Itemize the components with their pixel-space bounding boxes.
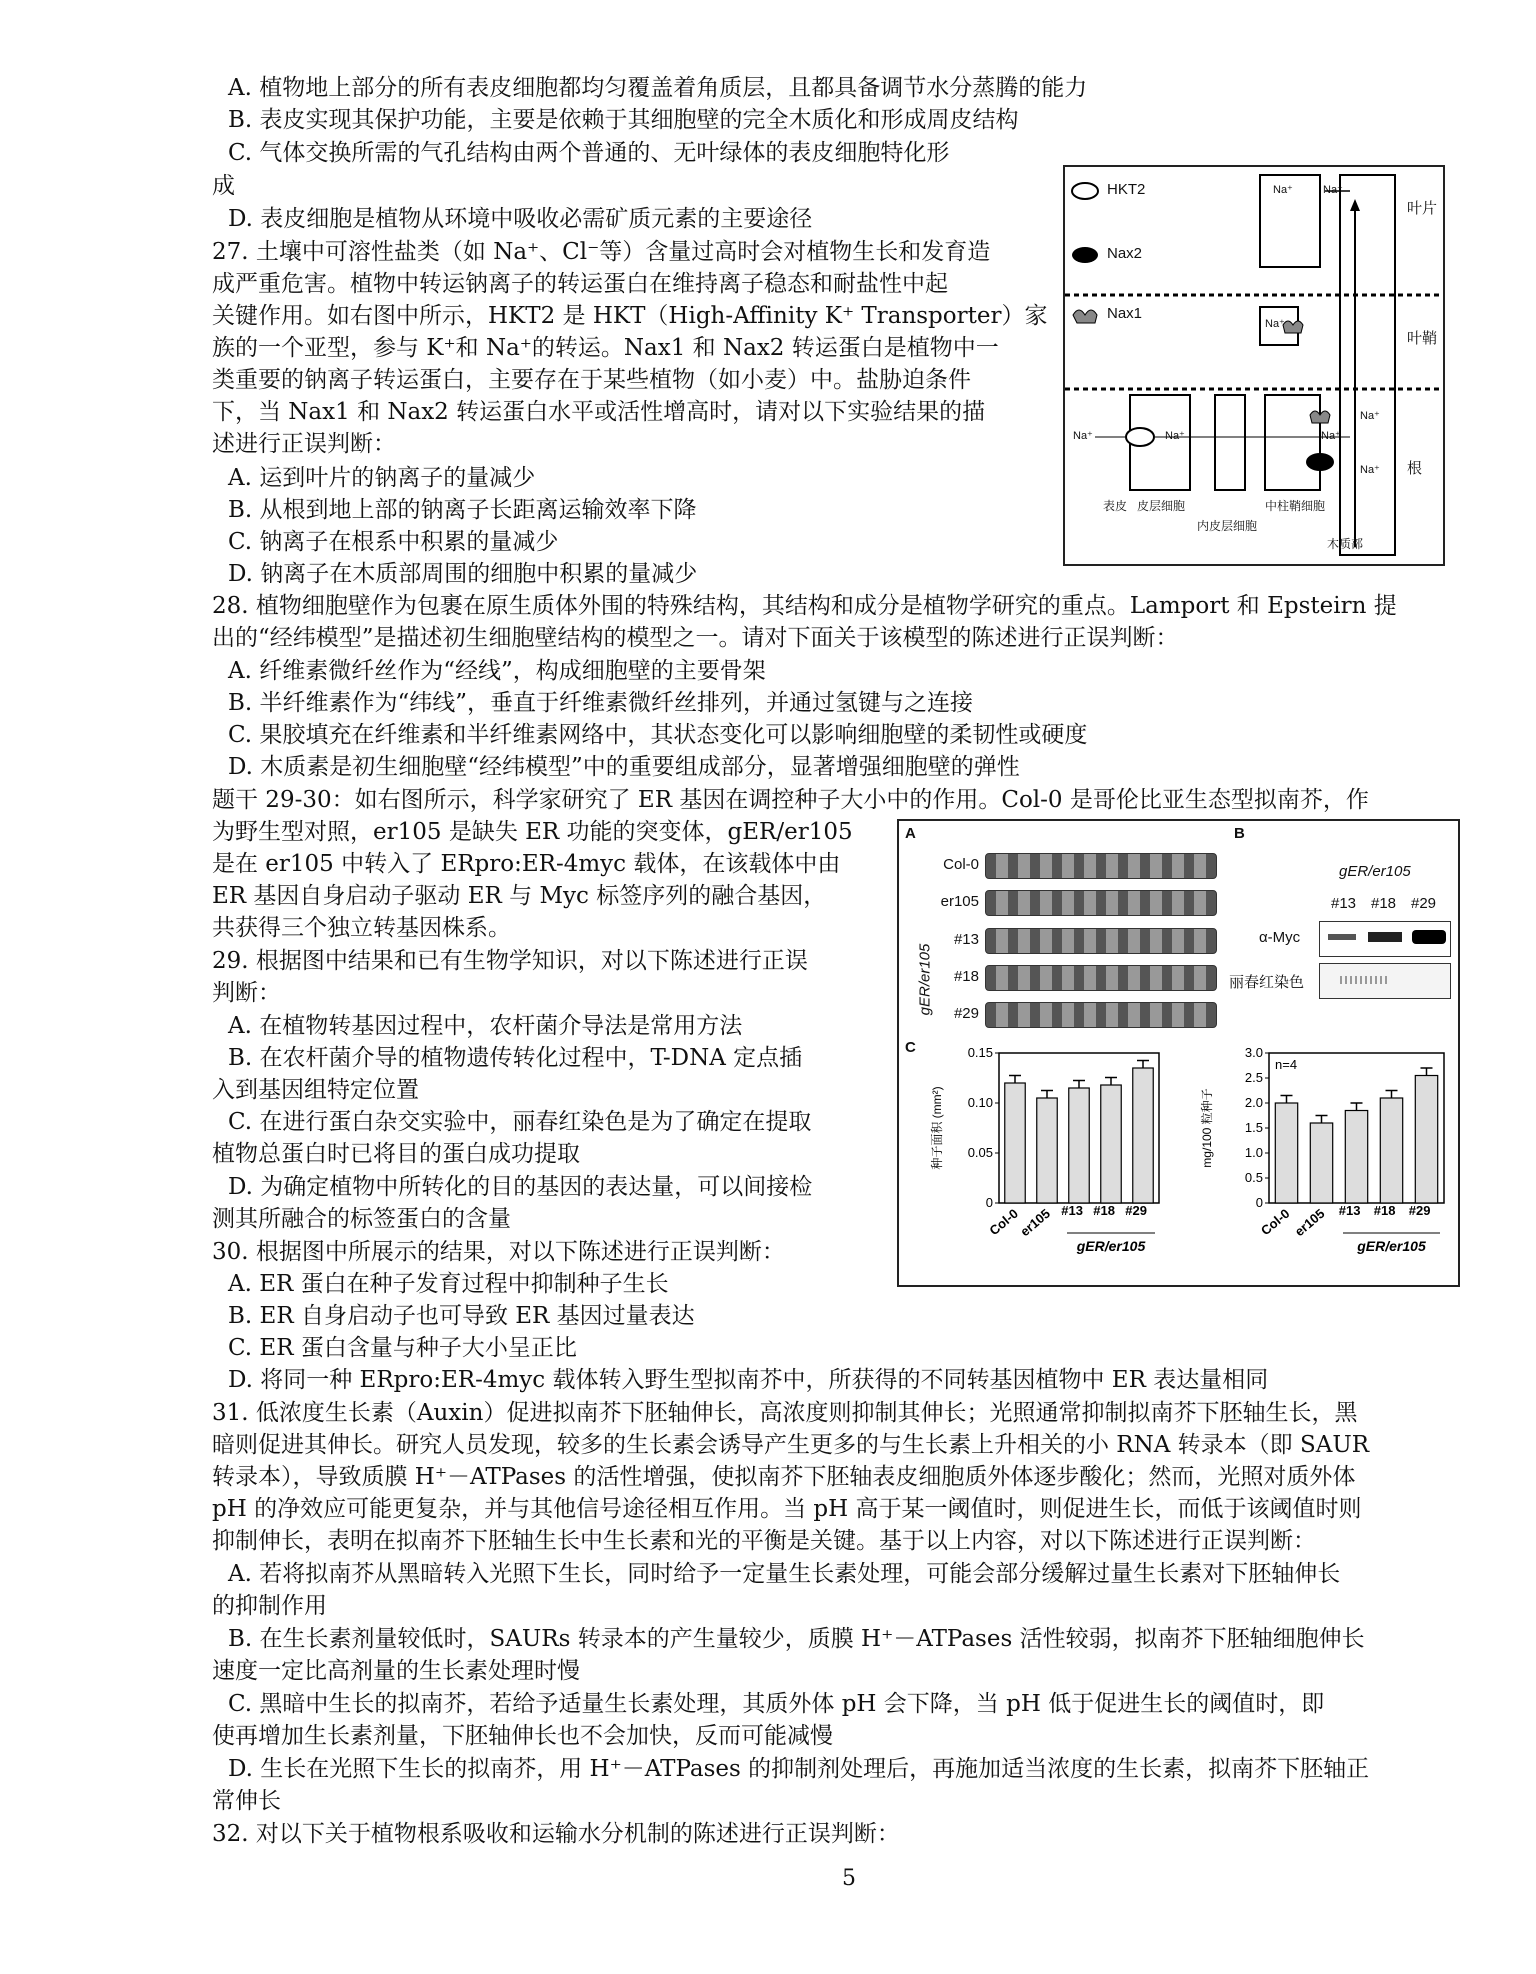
y-tick-label: 2.5: [1244, 1070, 1263, 1085]
ion-label-xylem-2: Na⁺: [1360, 464, 1380, 476]
text-line: 32. 对以下关于植物根系吸收和运输水分机制的陈述进行正误判断：: [212, 1821, 900, 1847]
bar: [1415, 1076, 1437, 1204]
hkt2-legend-icon: [1072, 183, 1098, 199]
nax2-legend-icon: [1072, 247, 1098, 263]
label-endodermis: 内皮层细胞: [1197, 519, 1258, 533]
text-line: D. 木质素是初生细胞壁“经纬模型”中的重要组成部分，显著增强细胞壁的弹性: [228, 754, 1020, 780]
zone-leaf: 叶片: [1407, 200, 1438, 217]
text-line: C. 气体交换所需的气孔结构由两个普通的、无叶绿体的表皮细胞特化形: [228, 140, 950, 166]
panel-b-label: B: [1234, 825, 1245, 842]
text-line: B. 从根到地上部的钠离子长距离运输效率下降: [228, 497, 697, 523]
seed-area-chart: [929, 1043, 1169, 1279]
text-line: 常伸长: [212, 1788, 281, 1814]
bar: [1037, 1098, 1057, 1203]
ion-label-sheath: Na⁺: [1265, 318, 1285, 330]
seed-weight-chart: [1199, 1043, 1454, 1279]
seed-row-label-29: #29: [953, 1005, 979, 1022]
bar: [1101, 1085, 1121, 1203]
seed-row-label-col0: Col-0: [943, 856, 979, 873]
n-label: n=4: [1275, 1057, 1298, 1072]
label-xylem: 木质部: [1327, 537, 1364, 551]
text-line: C. 钠离子在根系中积累的量减少: [228, 529, 559, 555]
label-pericycle: 中柱鞘细胞: [1265, 499, 1326, 513]
text-line: B. 在生长素剂量较低时，SAURs 转录本的产生量较少，质膜 H⁺－ATPases 活性较弱，拟南芥下胚轴细胞伸长: [228, 1626, 1365, 1652]
ion-label-root: Na⁺: [1165, 430, 1185, 442]
page-number: 5: [842, 1866, 856, 1891]
text-line: D. 表皮细胞是植物从环境中吸收必需矿质元素的主要途径: [228, 206, 813, 232]
panel-c-label: C: [905, 1039, 916, 1056]
text-line: 29. 根据图中结果和已有生物学知识，对以下陈述进行正误: [212, 948, 808, 974]
bar: [1345, 1111, 1367, 1204]
text-line: A. 运到叶片的钠离子的量减少: [228, 465, 536, 491]
y-tick-label: 0.5: [1244, 1170, 1263, 1185]
ion-label-leaf-xylem: Na⁺: [1323, 184, 1343, 196]
text-line: 抑制伸长，表明在拟南芥下胚轴生长中生长素和光的平衡是关键。基于以上内容，对以下陈述进行正误判断：: [212, 1528, 1316, 1554]
y-tick-label: 1.5: [1244, 1120, 1263, 1135]
western-blot: [1319, 921, 1451, 957]
text-line: ER 基因自身启动子驱动 ER 与 Myc 标签序列的融合基因，: [212, 883, 827, 909]
text-line: 30. 根据图中所展示的结果，对以下陈述进行正误判断：: [212, 1239, 785, 1265]
seed-row-18: [985, 965, 1217, 991]
y-axis-label: 种子面积 (mm²): [930, 1086, 944, 1170]
ion-label-outside: Na⁺: [1073, 430, 1093, 442]
blot-group-label: gER/er105: [1339, 863, 1411, 880]
text-line: 为野生型对照，er105 是缺失 ER 功能的突变体，gER/er105: [212, 819, 853, 845]
text-line: 成: [212, 173, 235, 199]
x-tick-label: Col-0: [1257, 1205, 1293, 1239]
x-tick-label: #29: [1125, 1203, 1147, 1218]
x-tick-label: #18: [1373, 1203, 1396, 1218]
x-tick-label: #18: [1093, 1203, 1115, 1218]
text-line: B. 表皮实现其保护功能，主要是依赖于其细胞壁的完全木质化和形成周皮结构: [228, 107, 1019, 133]
text-line: 27. 土壤中可溶性盐类（如 Na⁺、Cl⁻等）含量过高时会对植物生长和发育造: [212, 239, 991, 265]
text-line: 速度一定比高剂量的生长素处理时慢: [212, 1658, 580, 1684]
text-line: 植物总蛋白时已将目的蛋白成功提取: [212, 1141, 580, 1167]
text-line: 共获得三个独立转基因株系。: [212, 915, 511, 941]
text-line: 的抑制作用: [212, 1593, 327, 1619]
text-line: A. 在植物转基因过程中，农杆菌介导法是常用方法: [228, 1013, 743, 1039]
y-axis-label: mg/100 粒种子: [1200, 1088, 1214, 1168]
text-line: 使再增加生长素剂量，下胚轴伸长也不会加快，反而可能减慢: [212, 1723, 833, 1749]
text-line: C. ER 蛋白含量与种子大小呈正比: [228, 1335, 577, 1361]
zone-root: 根: [1407, 460, 1423, 477]
legend-nax2: Nax2: [1107, 245, 1143, 262]
seed-row-col0: [985, 853, 1217, 879]
text-line: D. 生长在光照下生长的拟南芥，用 H⁺－ATPases 的抑制剂处理后，再施加适当浓度的生长素，拟南芥下胚轴正: [228, 1756, 1370, 1782]
bar: [1069, 1088, 1089, 1203]
text-line: 暗则促进其伸长。研究人员发现，较多的生长素会诱导产生更多的与生长素上升相关的小 RNA 转录本（即 SAUR: [212, 1432, 1370, 1458]
y-tick-label: 2.0: [1244, 1095, 1263, 1110]
legend-hkt2: HKT2: [1107, 181, 1146, 198]
text-line: D. 将同一种 ERpro:ER-4myc 载体转入野生型拟南芥中，所获得的不同转基因植物中 ER 表达量相同: [228, 1367, 1269, 1393]
y-tick-label: 0.05: [967, 1145, 993, 1160]
zone-sheath: 叶鞘: [1407, 330, 1438, 347]
text-line: A. ER 蛋白在种子发育过程中抑制种子生长: [228, 1271, 669, 1297]
bar: [1275, 1103, 1297, 1203]
y-tick-label: 0: [985, 1195, 993, 1210]
x-tick-label: #13: [1061, 1203, 1083, 1218]
seed-row-label-18: #18: [953, 968, 979, 985]
text-line: A. 植物地上部分的所有表皮细胞都均匀覆盖着角质层，且都具备调节水分蒸腾的能力: [228, 75, 1088, 101]
text-line: pH 的净效应可能更复杂，并与其他信号途径相互作用。当 pH 高于某一阈值时，则促进生长，而低于该阈值时则: [212, 1496, 1362, 1522]
group-label: gER/er105: [1357, 1238, 1426, 1254]
nax1-legend-icon: [1073, 310, 1097, 323]
ion-label-root-xylem: Na⁺: [1321, 430, 1341, 442]
text-line: B. 在农杆菌介导的植物遗传转化过程中，T-DNA 定点插: [228, 1045, 803, 1071]
ponceau-stain: [1319, 963, 1451, 999]
text-line: 是在 er105 中转入了 ERpro:ER-4myc 载体，在该载体中由: [212, 851, 841, 877]
text-line: 下，当 Nax1 和 Nax2 转运蛋白水平或活性增高时，请对以下实验结果的描: [212, 399, 986, 425]
text-line: 类重要的钠离子转运蛋白，主要存在于某些植物（如小麦）中。盐胁迫条件: [212, 367, 971, 393]
ion-label-leaf: Na⁺: [1273, 184, 1293, 196]
text-line: 题干 29-30：如右图所示，科学家研究了 ER 基因在调控种子大小中的作用。Col-0 是哥伦比亚生态型拟南芥，作: [212, 787, 1369, 813]
y-tick-label: 1.0: [1244, 1145, 1263, 1160]
blot-row-ponceau: 丽春红染色: [1229, 974, 1305, 991]
y-tick-label: 0.10: [967, 1095, 993, 1110]
bar: [1310, 1123, 1332, 1203]
x-tick-label: Col-0: [986, 1205, 1021, 1239]
text-line: A. 纤维素微纤丝作为“经线”，构成细胞壁的主要骨架: [228, 658, 766, 684]
text-line: D. 为确定植物中所转化的目的基因的表达量，可以间接检: [228, 1174, 813, 1200]
text-line: B. ER 自身启动子也可导致 ER 基因过量表达: [228, 1303, 695, 1329]
label-cortex: 皮层细胞: [1137, 499, 1186, 513]
text-line: 出的“经纬模型”是描述初生细胞壁结构的模型之一。请对下面关于该模型的陈述进行正误判断：: [212, 625, 1179, 651]
blot-col-29: #29: [1411, 895, 1437, 912]
group-label-a: gER/er105: [916, 943, 934, 1016]
text-line: C. 黑暗中生长的拟南芥，若给予适量生长素处理，其质外体 pH 会下降，当 pH 低于促进生长的阈值时，即: [228, 1691, 1325, 1717]
seed-row-label-13: #13: [953, 931, 979, 948]
y-tick-label: 0.15: [967, 1045, 993, 1060]
text-line: C. 果胶填充在纤维素和半纤维素网络中，其状态变化可以影响细胞壁的柔韧性或硬度: [228, 722, 1088, 748]
text-line: A. 若将拟南芥从黑暗转入光照下生长，同时给予一定量生长素处理，可能会部分缓解过量生长素对下胚轴伸长: [228, 1561, 1341, 1587]
text-line: C. 在进行蛋白杂交实验中，丽春红染色是为了确定在提取: [228, 1109, 812, 1135]
blot-col-18: #18: [1371, 895, 1397, 912]
text-line: 31. 低浓度生长素（Auxin）促进拟南芥下胚轴伸长，高浓度则抑制其伸长；光照通常抑制拟南芥下胚轴生长，黑: [212, 1400, 1358, 1426]
text-line: 成严重危害。植物中转运钠离子的转运蛋白在维持离子稳态和耐盐性中起: [212, 271, 948, 297]
text-line: 28. 植物细胞壁作为包裹在原生质体外围的特殊结构，其结构和成分是植物学研究的重点。Lamport 和 Epsteirn 提: [212, 593, 1397, 619]
sodium-transport-figure: [1063, 165, 1445, 566]
group-label: gER/er105: [1076, 1238, 1146, 1254]
x-tick-label: er105: [1291, 1205, 1328, 1240]
seed-row-er105: [985, 890, 1217, 916]
seed-row-label-er105: er105: [940, 893, 979, 910]
text-line: 测其所融合的标签蛋白的含量: [212, 1206, 511, 1232]
text-line: 入到基因组特定位置: [212, 1077, 419, 1103]
x-tick-label: #29: [1408, 1203, 1431, 1218]
blot-row-myc: α-Myc: [1259, 929, 1301, 946]
text-line: B. 半纤维素作为“纬线”，垂直于纤维素微纤丝排列，并通过氢键与之连接: [228, 690, 974, 716]
y-tick-label: 3.0: [1244, 1045, 1263, 1060]
ion-label-xylem-1: Na⁺: [1360, 410, 1380, 422]
text-line: 族的一个亚型，参与 K⁺和 Na⁺的转运。Nax1 和 Nax2 转运蛋白是植物中一: [212, 335, 999, 361]
panel-a-label: A: [905, 825, 916, 842]
x-tick-label: er105: [1017, 1205, 1053, 1240]
text-line: 判断：: [212, 980, 281, 1006]
text-line: 关键作用。如右图中所示，HKT2 是 HKT（High-Affinity K⁺ Transporter）家: [212, 303, 1048, 329]
text-line: 述进行正误判断：: [212, 431, 396, 457]
seed-row-13: [985, 928, 1217, 954]
bar: [1380, 1098, 1402, 1203]
label-epidermis: 表皮: [1103, 499, 1128, 513]
seed-row-29: [985, 1002, 1217, 1028]
text-line: 转录本），导致质膜 H⁺－ATPases 的活性增强，使拟南芥下胚轴表皮细胞质外体逐步酸化；然而，光照对质外体: [212, 1464, 1356, 1490]
bar: [1133, 1068, 1153, 1203]
y-tick-label: 0: [1255, 1195, 1263, 1210]
blot-col-13: #13: [1331, 895, 1357, 912]
er-gene-figure: [897, 819, 1460, 1287]
x-tick-label: #13: [1338, 1203, 1361, 1218]
legend-nax1: Nax1: [1107, 305, 1143, 322]
bar: [1005, 1083, 1025, 1203]
text-line: D. 钠离子在木质部周围的细胞中积累的量减少: [228, 561, 698, 587]
